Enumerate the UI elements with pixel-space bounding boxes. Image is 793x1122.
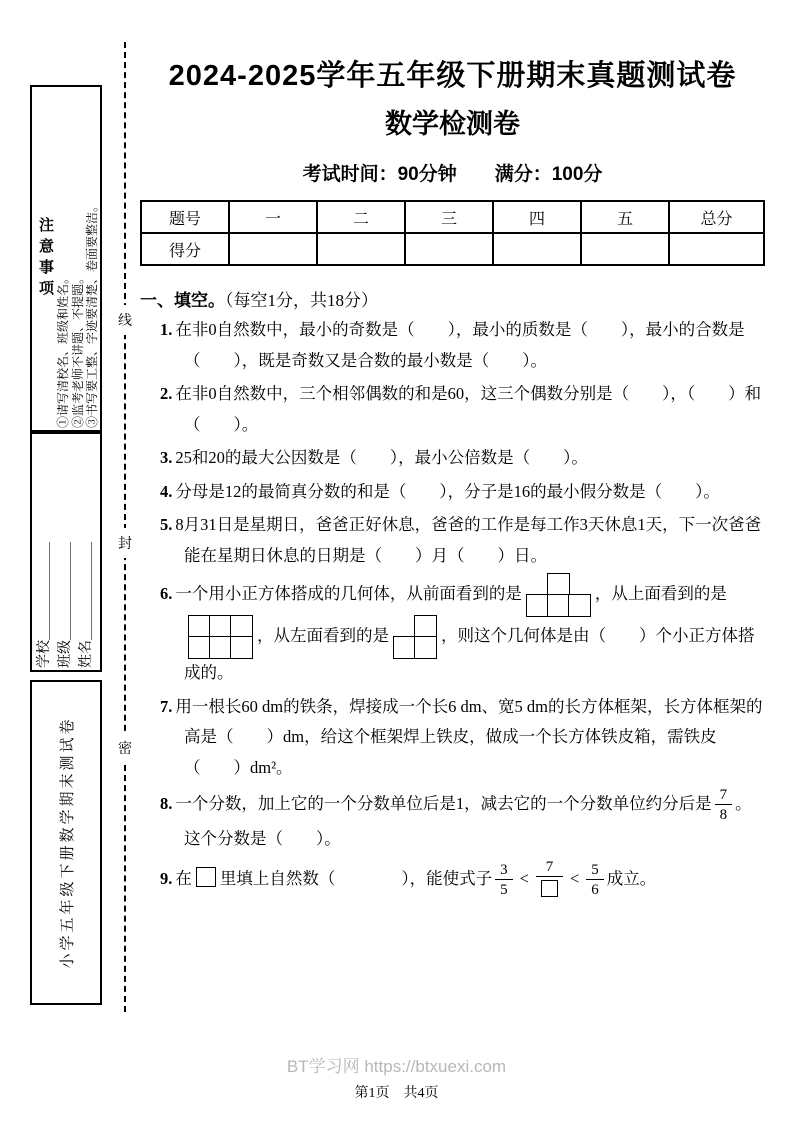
exam-info: 考试时间：90分钟 满分：100分	[302, 164, 603, 186]
fill-in-box	[196, 867, 216, 887]
view-cell-empty	[394, 616, 415, 637]
sidebar-notice-box	[30, 85, 102, 432]
view-cell-filled	[527, 595, 548, 616]
question-text: 用一根长60 dm的铁条，焊接成一个长6 dm、宽5 dm的长方体框架，长方体框架的高是（ ）dm，给这个框架焊上铁皮，做成一个长方体铁皮箱，需铁皮（ ）dm²。	[175, 696, 763, 777]
view-cell-empty	[569, 574, 590, 595]
paper-title-vertical: 小学五年级下册数学期末测试卷	[59, 716, 76, 969]
view-cell-filled	[548, 595, 569, 616]
view-cell-filled	[394, 637, 415, 658]
question-text: 在非0自然数中，三个相邻偶数的和是60，这三个偶数分别是（ ），（ ）和（ ）。	[175, 384, 762, 434]
score-row-label: 得分	[141, 233, 229, 265]
footer-watermark: BT学习网 https://btxuexi.com	[286, 1057, 507, 1076]
score-table-header-row	[141, 201, 764, 233]
question-3	[160, 443, 765, 474]
notice-label: 注意事项	[37, 216, 54, 301]
page-title: 2024-2025学年五年级下册期末真题测试卷	[168, 60, 737, 92]
question-number: 3.	[160, 448, 173, 468]
score-header-3: 三	[405, 201, 493, 233]
question-text: 一个用小正方体搭成的几何体，从前面看到的是	[175, 584, 522, 604]
view-cell-filled	[189, 616, 210, 637]
view-cell-filled	[231, 616, 252, 637]
question-text: ，从左面看到的是	[257, 626, 389, 646]
fraction-numerator: 7	[719, 787, 728, 804]
question-text: 在	[175, 868, 192, 888]
question-text: 分母是12的最简真分数的和是（ ），分子是16的最小假分数是（ ）。	[175, 481, 720, 501]
view-cell-filled	[189, 637, 210, 658]
score-cell-4	[493, 233, 581, 265]
binding-char-1: 线	[116, 305, 134, 335]
question-1	[160, 315, 765, 376]
page-indicator: 第1页 共4页	[354, 1086, 439, 1101]
view-cell-filled	[231, 637, 252, 658]
question-7	[160, 692, 765, 784]
view-cell-empty	[527, 574, 548, 595]
question-text: ，则这个几何体是由（ ）个小正方体搭成的。	[184, 626, 755, 683]
score-cell-1	[229, 233, 317, 265]
score-table	[140, 200, 765, 266]
view-cell-filled	[548, 574, 569, 595]
question-list	[160, 315, 765, 902]
question-text: 在非0自然数中，最小的奇数是（ ），最小的质数是（ ），最小的合数是（ ），既是奇数又是合数的最小数是（ ）。	[175, 320, 745, 370]
score-table-value-row	[141, 233, 764, 265]
question-6	[160, 574, 765, 689]
score-header-1: 一	[229, 201, 317, 233]
question-number: 6.	[160, 584, 173, 604]
question-text: 8月31日是星期日，爸爸正好休息，爸爸的工作是每工作3天休息1天，下一次爸爸能在星期日休息的日期是（ ）月（ ）日。	[175, 515, 762, 565]
view-cell-filled	[415, 637, 436, 658]
question-number: 8.	[160, 794, 173, 814]
question-number: 9.	[160, 868, 173, 888]
binding-char-3: 密	[116, 733, 134, 763]
question-text: 。这个分数是（ ）。	[184, 794, 752, 849]
question-4	[160, 477, 765, 508]
view-cell-filled	[569, 595, 590, 616]
binding-dashed-line	[124, 42, 126, 1012]
fraction-numerator: 7	[545, 858, 554, 875]
front-view-shape	[527, 574, 590, 616]
binding-char-2: 封	[116, 528, 134, 558]
field-name: 姓名＿＿＿＿＿＿＿	[79, 542, 94, 668]
question-2	[160, 379, 765, 440]
fraction-seven-eighths	[715, 786, 733, 824]
question-number: 7.	[160, 696, 173, 716]
fraction-denominator: 8	[715, 804, 733, 824]
notice-item-2: ②监考老师不讲题、不提题。	[70, 271, 85, 428]
question-number: 2.	[160, 384, 173, 404]
section-heading	[140, 286, 765, 311]
sidebar-paper-title-box	[30, 680, 102, 1005]
page-subtitle: 数学检测卷	[385, 109, 520, 140]
fraction-denominator	[536, 876, 563, 902]
score-cell-3	[405, 233, 493, 265]
notice-item-1: ①请写清校名、班级和姓名。	[56, 271, 70, 428]
view-cell-filled	[210, 637, 231, 658]
score-header-4: 四	[493, 201, 581, 233]
fraction-numerator: 3	[500, 861, 508, 878]
score-header-2: 二	[317, 201, 405, 233]
question-text: 里填上自然数（ ），能使式子	[219, 868, 493, 888]
question-8	[160, 786, 765, 855]
score-header-label: 题号	[141, 201, 229, 233]
question-text: 一个分数，加上它的一个分数单位后是1，减去它的一个分数单位约分后是	[175, 794, 712, 814]
view-cell-filled	[210, 616, 231, 637]
field-class: 班级＿＿＿＿＿＿＿	[58, 542, 73, 668]
question-number: 4.	[160, 481, 173, 501]
main-content	[140, 58, 765, 902]
score-header-total: 总分	[669, 201, 764, 233]
score-cell-5	[581, 233, 669, 265]
less-than-sign: <	[519, 868, 529, 888]
score-cell-total	[669, 233, 764, 265]
fraction-denominator: 6	[586, 879, 604, 899]
denominator-box	[541, 880, 558, 897]
sidebar-fields-box	[30, 432, 102, 672]
question-number: 1.	[160, 320, 173, 340]
notice-instructions	[56, 89, 100, 428]
score-header-5: 五	[581, 201, 669, 233]
less-than-sign: <	[569, 868, 580, 888]
question-5	[160, 510, 765, 571]
question-text: 成立。	[606, 868, 657, 888]
notice-item-3: ③书写要工整、字迹要清楚、卷面要整洁。	[85, 199, 99, 428]
fraction-seven-over-box	[536, 858, 563, 902]
question-number: 5.	[160, 515, 173, 535]
question-text: 25和20的最大公因数是（ ），最小公倍数是（ ）。	[175, 448, 588, 468]
question-text: ，从上面看到的是	[594, 584, 727, 604]
fraction-three-fifths	[495, 861, 513, 899]
section-heading-note: （每空1分，共18分）	[225, 291, 378, 311]
section-heading-title: 一、填空。	[140, 291, 225, 311]
fraction-denominator: 5	[495, 879, 513, 899]
paper-title-vertical-wrap	[34, 684, 98, 1001]
fraction-five-sixths	[586, 861, 604, 899]
left-view-shape	[394, 616, 436, 658]
question-9	[160, 858, 765, 902]
field-school: 学校＿＿＿＿＿＿＿	[37, 542, 52, 668]
score-cell-2	[317, 233, 405, 265]
view-cell-filled	[415, 616, 436, 637]
student-fields	[34, 436, 98, 668]
fraction-numerator: 5	[591, 861, 599, 878]
top-view-shape	[189, 616, 252, 658]
